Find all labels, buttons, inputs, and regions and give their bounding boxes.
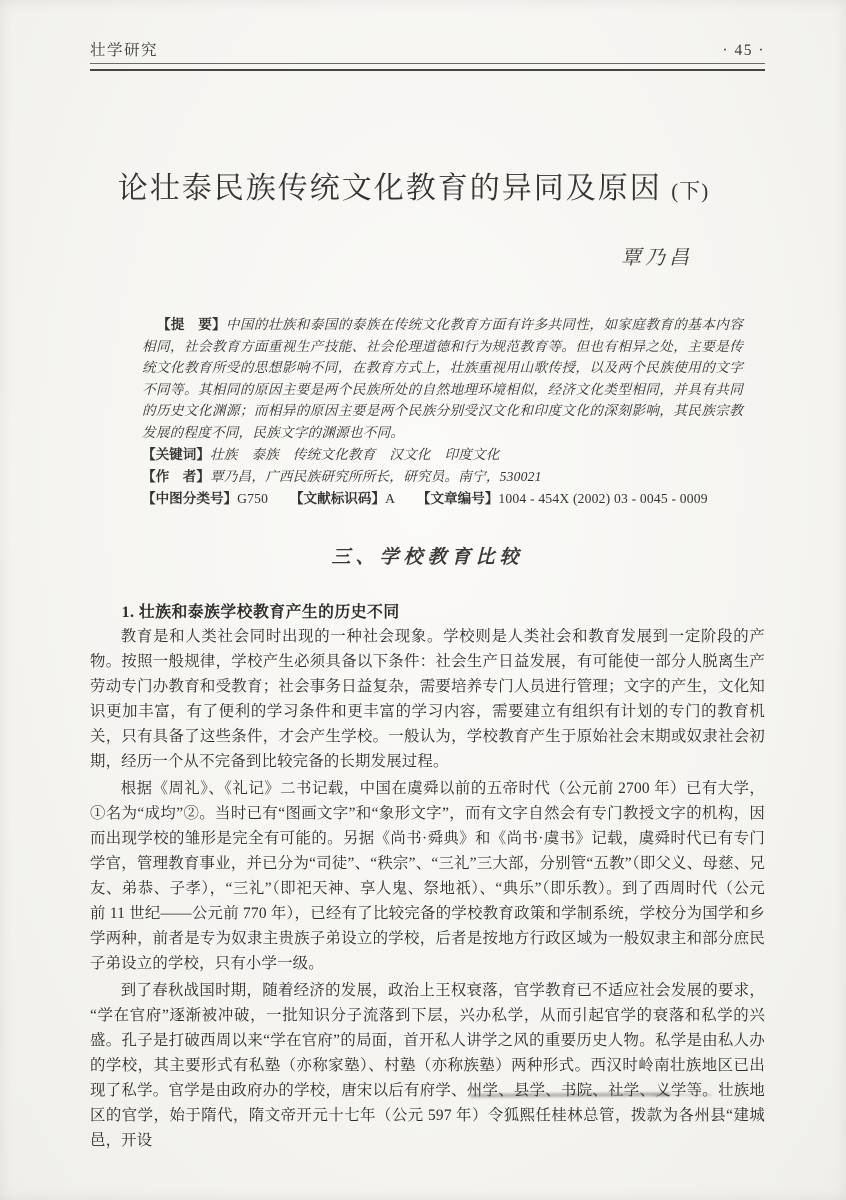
abstract-label: 【提 要】 bbox=[156, 317, 226, 332]
section-heading: 三、学校教育比较 bbox=[331, 546, 524, 568]
author-info-line bbox=[142, 466, 743, 488]
subsection-heading: 1. 壮族和泰族学校教育产生的历史不同 bbox=[121, 603, 400, 621]
keywords-label: 【关键词】 bbox=[142, 446, 210, 462]
keywords-text: 壮族 泰族 传统文化教育 汉文化 印度文化 bbox=[209, 446, 500, 462]
classification-line bbox=[142, 488, 743, 510]
header-rule-thin bbox=[90, 63, 765, 64]
article-title bbox=[76, 163, 751, 207]
abstract-text: 中国的壮族和泰国的泰族在传统文化教育方面有许多共同性，如家庭教育的基本内容相同，社会教育方面重视生产技能、社会伦理道德和行为规范教育等。但也有相异之处，主要是传统文化教育所受的思想影响不同，在教育方式上，壮族重视用山歌传授，以及两个民族使用的文字不同等。其相同的原因主要是两个民族所处的自然地理环境相似，经济文化类型相同，并具有共同的历史文化渊源；而相异的原因主要是两个民族分别受汉文化和印度文化的深刻影响，其民族宗教发展的程度不同，民族文字的渊源也不同。 bbox=[142, 317, 744, 440]
article-no-label: 【文章编号】 bbox=[416, 490, 499, 506]
article-no-value: 1004 - 454X (2002) 03 - 0045 - 0009 bbox=[498, 490, 708, 506]
article-meta-block bbox=[142, 314, 743, 510]
author-info-text: 覃乃昌，广西民族研究所所长，研究员。南宁，530021 bbox=[209, 468, 542, 484]
article-title-text: 论壮泰民族传统文化教育的异同及原因 bbox=[117, 172, 662, 205]
author-info-label: 【作 者】 bbox=[142, 468, 210, 484]
page-number: · 45 · bbox=[722, 42, 765, 59]
doc-code-label: 【文献标识码】 bbox=[289, 490, 386, 506]
body-paragraph-2: 根据《周礼》、《礼记》二书记载，中国在虞舜以前的五帝时代（公元前 2700 年）已有大学，①名为“成均”②。当时已有“图画文字”和“象形文字”，而有文字自然会有专门教授文字的机构，因而出现学校的雏形是完全有可能的。另据《尚书·舜典》和《尚书·虞书》记载，虞舜时代已有专门学官，管理教育事业，并已分为“司徒”、“秩宗”、“三礼”三大部，分别管“五教”（即父义、母慈、兄友、弟恭、子孝），“三礼”（即祀天神、享人鬼、祭地祇）、“典乐”（即乐教）。到了西周时代（公元前 11 世纪——公元前 770 年），已经有了比较完备的学校教育政策和学制系统，学校分为国学和乡学两种，前者是专为奴隶主贵族子弟设立的学校，后者是按地方行政区域为一般奴隶主和部分庶民子弟设立的学校，只有小学一级。 bbox=[90, 779, 765, 972]
scan-smudge-artifact-2 bbox=[652, 1094, 712, 1096]
header-rule-thick bbox=[90, 69, 765, 71]
author-signature: 覃乃昌 bbox=[621, 247, 693, 269]
clc-label: 【中图分类号】 bbox=[142, 490, 238, 506]
page-header bbox=[90, 0, 765, 60]
body-paragraph-3: 到了春秋战国时期，随着经济的发展，政治上王权衰落，官学教育已不适应社会发展的要求，“学在官府”逐渐被冲破，一批知识分子流落到下层，兴办私学，从而引起官学的衰落和私学的兴盛。孔子是打破西周以来“学在官府”的局面，首开私人讲学之风的重要历史人物。私学是由私人办的学校，其主要形式有私塾（亦称家塾）、村塾（亦称族塾）两种形式。西汉时岭南壮族地区已出现了私学。官学是由政府办的学校，唐宋以后有府学、州学、县学、书院、社学、义学等。壮族地区的官学，始于隋代，隋文帝开元十七年（公元 597 年）令狐熙任桂林总管，拨款为各州县“建城邑，开设 bbox=[90, 981, 765, 1149]
body-paragraph-1: 教育是和人类社会同时出现的一种社会现象。学校则是人类社会和教育发展到一定阶段的产物。按照一般规律，学校产生必须具备以下条件：社会生产日益发展，有可能使一部分人脱离生产劳动专门办教育和受教育；社会事务日益复杂，需要培养专门人员进行管理；文字的产生，文化知识更加丰富，有了便利的学习条件和更丰富的学习内容，需要建立有组织有计划的专门的教育机关，只有具备了这些条件，才会产生学校。一般认为，学校教育产生于原始社会末期或奴隶社会初期，经历一个从不完备到比较完备的长期发展过程。 bbox=[90, 627, 765, 770]
abstract-paragraph bbox=[142, 314, 743, 444]
keywords-line bbox=[142, 444, 743, 466]
clc-value: G750 bbox=[237, 490, 269, 506]
journal-name: 壮学研究 bbox=[90, 42, 159, 59]
article-title-suffix: (下) bbox=[671, 179, 710, 203]
doc-code-value: A bbox=[385, 490, 396, 506]
